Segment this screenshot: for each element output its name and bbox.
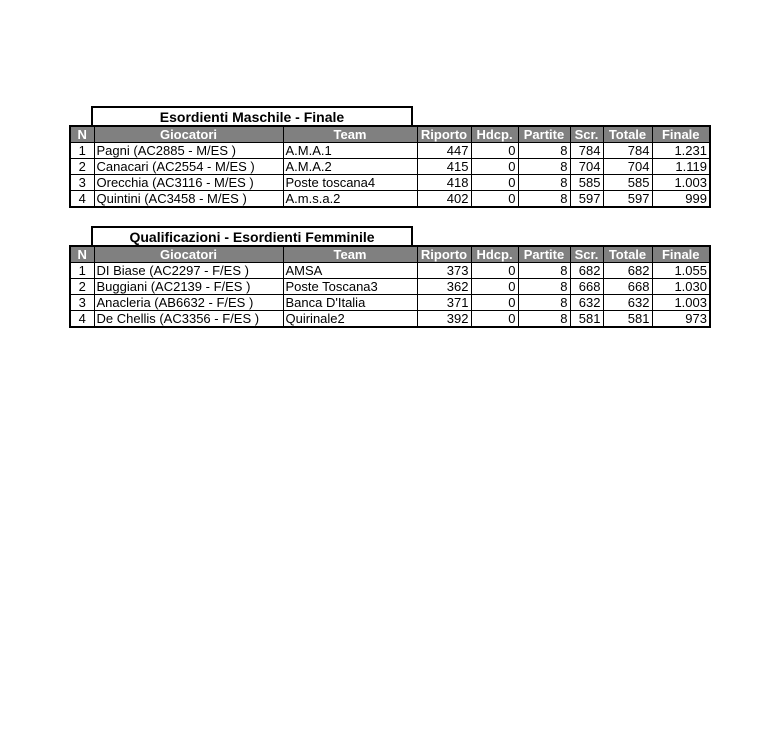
results-table <box>69 245 711 328</box>
cell-riporto: 402 <box>417 191 471 208</box>
header-finale: Finale <box>652 246 710 263</box>
cell-player: Buggiani (AC2139 - F/ES ) <box>94 279 283 295</box>
cell-finale: 1.055 <box>652 263 710 279</box>
cell-scr: 668 <box>570 279 603 295</box>
cell-totale: 581 <box>603 311 652 328</box>
cell-n: 1 <box>70 263 94 279</box>
cell-n: 2 <box>70 279 94 295</box>
header-hdcp: Hdcp. <box>471 126 518 143</box>
cell-totale: 585 <box>603 175 652 191</box>
cell-team: A.m.s.a.2 <box>283 191 417 208</box>
table-row <box>70 143 710 159</box>
header-scr: Scr. <box>570 246 603 263</box>
table-header-row <box>70 126 710 143</box>
cell-partite: 8 <box>518 175 570 191</box>
cell-partite: 8 <box>518 295 570 311</box>
header-n: N <box>70 246 94 263</box>
cell-n: 4 <box>70 191 94 208</box>
table-row <box>70 279 710 295</box>
cell-hdcp: 0 <box>471 279 518 295</box>
header-riporto: Riporto <box>417 126 471 143</box>
cell-hdcp: 0 <box>471 311 518 328</box>
cell-n: 4 <box>70 311 94 328</box>
table-row <box>70 295 710 311</box>
header-partite: Partite <box>518 246 570 263</box>
cell-team: A.M.A.1 <box>283 143 417 159</box>
cell-hdcp: 0 <box>471 295 518 311</box>
header-scr: Scr. <box>570 126 603 143</box>
cell-riporto: 371 <box>417 295 471 311</box>
section-qualificazioni-femminile <box>69 226 709 328</box>
cell-riporto: 415 <box>417 159 471 175</box>
cell-finale: 1.231 <box>652 143 710 159</box>
cell-partite: 8 <box>518 311 570 328</box>
cell-scr: 704 <box>570 159 603 175</box>
cell-riporto: 373 <box>417 263 471 279</box>
cell-hdcp: 0 <box>471 191 518 208</box>
header-giocatori: Giocatori <box>94 246 283 263</box>
header-totale: Totale <box>603 246 652 263</box>
table-row <box>70 263 710 279</box>
cell-riporto: 447 <box>417 143 471 159</box>
cell-riporto: 392 <box>417 311 471 328</box>
cell-riporto: 418 <box>417 175 471 191</box>
cell-player: Orecchia (AC3116 - M/ES ) <box>94 175 283 191</box>
header-n: N <box>70 126 94 143</box>
table-row <box>70 311 710 328</box>
cell-totale: 632 <box>603 295 652 311</box>
cell-scr: 597 <box>570 191 603 208</box>
cell-scr: 682 <box>570 263 603 279</box>
cell-partite: 8 <box>518 279 570 295</box>
cell-player: Pagni (AC2885 - M/ES ) <box>94 143 283 159</box>
header-finale: Finale <box>652 126 710 143</box>
cell-team: Poste toscana4 <box>283 175 417 191</box>
cell-totale: 704 <box>603 159 652 175</box>
cell-hdcp: 0 <box>471 263 518 279</box>
cell-n: 3 <box>70 175 94 191</box>
cell-totale: 682 <box>603 263 652 279</box>
cell-scr: 581 <box>570 311 603 328</box>
header-riporto: Riporto <box>417 246 471 263</box>
cell-totale: 668 <box>603 279 652 295</box>
cell-player: Canacari (AC2554 - M/ES ) <box>94 159 283 175</box>
cell-totale: 784 <box>603 143 652 159</box>
section-title: Qualificazioni - Esordienti Femminile <box>91 226 413 245</box>
cell-finale: 1.003 <box>652 175 710 191</box>
cell-player: De Chellis (AC3356 - F/ES ) <box>94 311 283 328</box>
cell-finale: 1.030 <box>652 279 710 295</box>
cell-team: Quirinale2 <box>283 311 417 328</box>
header-partite: Partite <box>518 126 570 143</box>
cell-team: A.M.A.2 <box>283 159 417 175</box>
cell-scr: 784 <box>570 143 603 159</box>
cell-finale: 973 <box>652 311 710 328</box>
section-title: Esordienti Maschile - Finale <box>91 106 413 125</box>
cell-team: Banca D'Italia <box>283 295 417 311</box>
cell-scr: 585 <box>570 175 603 191</box>
header-team: Team <box>283 246 417 263</box>
cell-partite: 8 <box>518 191 570 208</box>
cell-n: 1 <box>70 143 94 159</box>
cell-riporto: 362 <box>417 279 471 295</box>
results-table <box>69 125 711 208</box>
table-row <box>70 175 710 191</box>
cell-scr: 632 <box>570 295 603 311</box>
cell-partite: 8 <box>518 143 570 159</box>
header-team: Team <box>283 126 417 143</box>
header-hdcp: Hdcp. <box>471 246 518 263</box>
cell-totale: 597 <box>603 191 652 208</box>
cell-team: Poste Toscana3 <box>283 279 417 295</box>
cell-hdcp: 0 <box>471 143 518 159</box>
cell-partite: 8 <box>518 159 570 175</box>
section-esordienti-maschile <box>69 106 709 208</box>
header-giocatori: Giocatori <box>94 126 283 143</box>
cell-partite: 8 <box>518 263 570 279</box>
cell-player: Anacleria (AB6632 - F/ES ) <box>94 295 283 311</box>
cell-n: 3 <box>70 295 94 311</box>
cell-finale: 999 <box>652 191 710 208</box>
cell-player: Quintini (AC3458 - M/ES ) <box>94 191 283 208</box>
cell-hdcp: 0 <box>471 175 518 191</box>
cell-team: AMSA <box>283 263 417 279</box>
cell-hdcp: 0 <box>471 159 518 175</box>
cell-finale: 1.003 <box>652 295 710 311</box>
cell-player: DI Biase (AC2297 - F/ES ) <box>94 263 283 279</box>
header-totale: Totale <box>603 126 652 143</box>
table-row <box>70 191 710 208</box>
table-header-row <box>70 246 710 263</box>
cell-n: 2 <box>70 159 94 175</box>
table-row <box>70 159 710 175</box>
cell-finale: 1.119 <box>652 159 710 175</box>
